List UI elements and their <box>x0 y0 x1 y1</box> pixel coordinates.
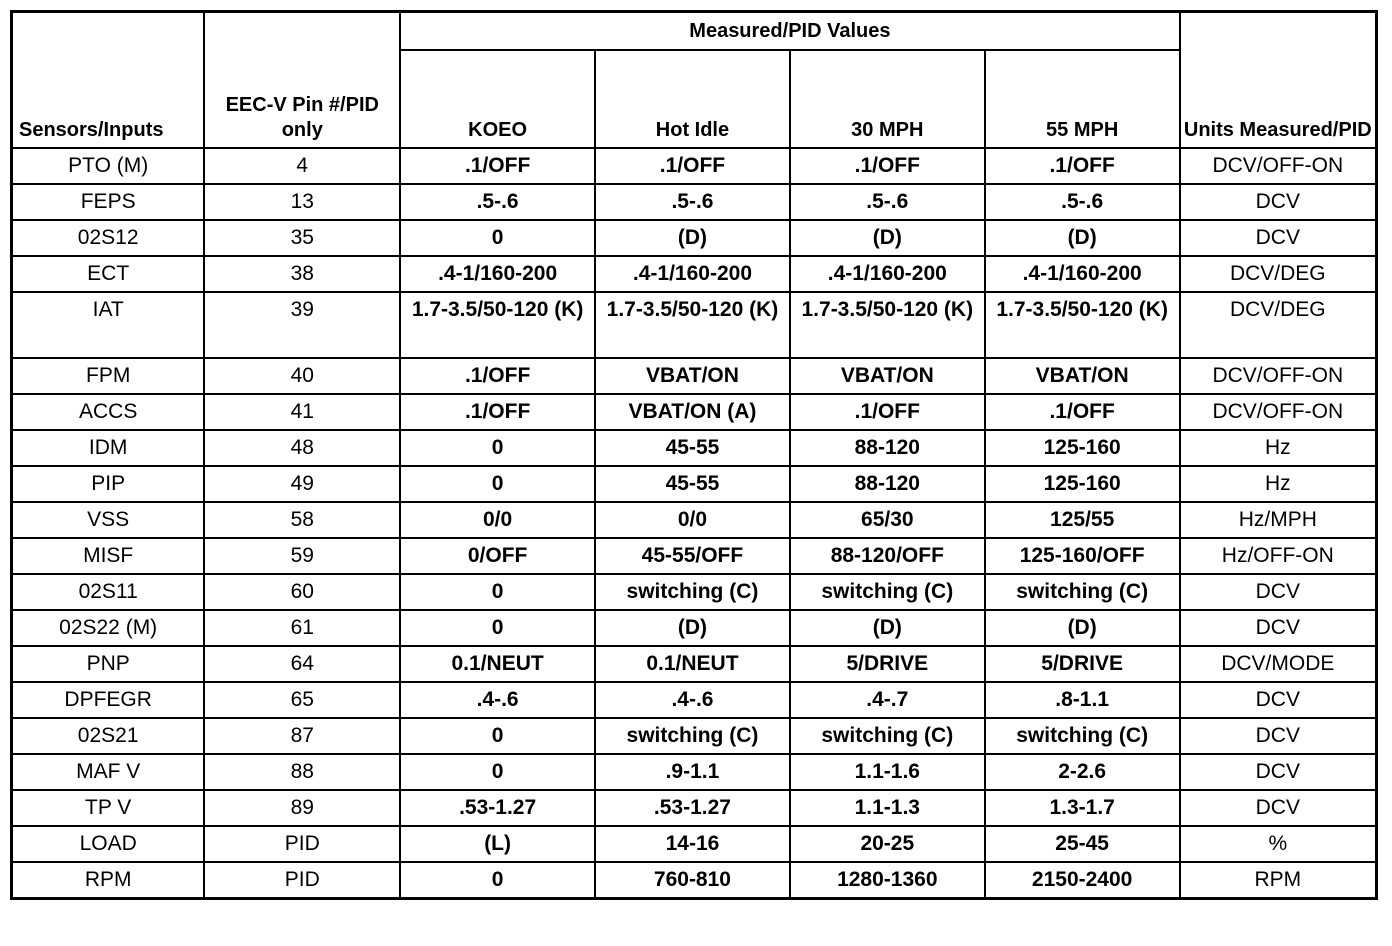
sensor-cell: 02S21 <box>12 718 205 754</box>
pin-cell: PID <box>204 826 400 862</box>
mph30-cell: .4-1/160-200 <box>790 256 985 292</box>
pin-cell: 48 <box>204 430 400 466</box>
units-cell: DCV <box>1180 790 1377 826</box>
hot-idle-cell: 1.7-3.5/50-120 (K) <box>595 292 790 358</box>
koeo-cell: 0/0 <box>400 502 595 538</box>
pin-cell: 60 <box>204 574 400 610</box>
hot-idle-cell: (D) <box>595 610 790 646</box>
mph30-cell: 88-120 <box>790 430 985 466</box>
table-body <box>12 148 1377 899</box>
units-cell: DCV <box>1180 718 1377 754</box>
header-row-group <box>12 12 1377 51</box>
header-pin: EEC-V Pin #/PID only <box>204 12 400 149</box>
units-cell: DCV <box>1180 754 1377 790</box>
header-sensors: Sensors/Inputs <box>12 12 205 149</box>
table-row <box>12 610 1377 646</box>
table-row <box>12 430 1377 466</box>
mph55-cell: .1/OFF <box>985 394 1180 430</box>
pin-cell: 41 <box>204 394 400 430</box>
sensor-cell: IAT <box>12 292 205 358</box>
sensor-cell: 02S11 <box>12 574 205 610</box>
koeo-cell: .1/OFF <box>400 358 595 394</box>
koeo-cell: 0/OFF <box>400 538 595 574</box>
hot-idle-cell: .1/OFF <box>595 148 790 184</box>
koeo-cell: .4-1/160-200 <box>400 256 595 292</box>
pin-cell: 40 <box>204 358 400 394</box>
mph30-cell: 65/30 <box>790 502 985 538</box>
table-row <box>12 862 1377 899</box>
mph30-cell: 88-120 <box>790 466 985 502</box>
pin-cell: 59 <box>204 538 400 574</box>
pin-cell: 61 <box>204 610 400 646</box>
units-cell: DCV/OFF-ON <box>1180 148 1377 184</box>
mph30-cell: 88-120/OFF <box>790 538 985 574</box>
koeo-cell: .4-.6 <box>400 682 595 718</box>
mph55-cell: .8-1.1 <box>985 682 1180 718</box>
units-cell: Hz <box>1180 430 1377 466</box>
sensor-cell: PTO (M) <box>12 148 205 184</box>
hot-idle-cell: .4-1/160-200 <box>595 256 790 292</box>
koeo-cell: 0 <box>400 220 595 256</box>
sensor-cell: ECT <box>12 256 205 292</box>
mph55-cell: 125-160 <box>985 430 1180 466</box>
mph30-cell: 1.7-3.5/50-120 (K) <box>790 292 985 358</box>
units-cell: Hz/OFF-ON <box>1180 538 1377 574</box>
mph30-cell: .1/OFF <box>790 394 985 430</box>
koeo-cell: .53-1.27 <box>400 790 595 826</box>
mph55-cell: 1.7-3.5/50-120 (K) <box>985 292 1180 358</box>
table-row <box>12 358 1377 394</box>
header-hot-idle: Hot Idle <box>595 50 790 148</box>
pin-cell: PID <box>204 862 400 899</box>
mph55-cell: 125-160 <box>985 466 1180 502</box>
mph55-cell: (D) <box>985 220 1180 256</box>
header-30mph: 30 MPH <box>790 50 985 148</box>
units-cell: DCV <box>1180 184 1377 220</box>
hot-idle-cell: VBAT/ON <box>595 358 790 394</box>
sensor-cell: IDM <box>12 430 205 466</box>
koeo-cell: .1/OFF <box>400 394 595 430</box>
units-cell: RPM <box>1180 862 1377 899</box>
hot-idle-cell: .53-1.27 <box>595 790 790 826</box>
mph30-cell: switching (C) <box>790 718 985 754</box>
mph30-cell: 1.1-1.6 <box>790 754 985 790</box>
koeo-cell: 0 <box>400 754 595 790</box>
hot-idle-cell: .4-.6 <box>595 682 790 718</box>
hot-idle-cell: .9-1.1 <box>595 754 790 790</box>
pin-cell: 87 <box>204 718 400 754</box>
sensor-cell: FEPS <box>12 184 205 220</box>
mph55-cell: .5-.6 <box>985 184 1180 220</box>
table-row <box>12 682 1377 718</box>
koeo-cell: .1/OFF <box>400 148 595 184</box>
pin-cell: 13 <box>204 184 400 220</box>
mph55-cell: switching (C) <box>985 574 1180 610</box>
units-cell: % <box>1180 826 1377 862</box>
mph30-cell: (D) <box>790 220 985 256</box>
pin-cell: 4 <box>204 148 400 184</box>
hot-idle-cell: 0/0 <box>595 502 790 538</box>
units-cell: DCV/OFF-ON <box>1180 394 1377 430</box>
koeo-cell: .5-.6 <box>400 184 595 220</box>
units-cell: DCV/MODE <box>1180 646 1377 682</box>
units-cell: Hz <box>1180 466 1377 502</box>
sensor-cell: PNP <box>12 646 205 682</box>
table-row <box>12 394 1377 430</box>
pin-cell: 88 <box>204 754 400 790</box>
mph30-cell: VBAT/ON <box>790 358 985 394</box>
mph30-cell: 1280-1360 <box>790 862 985 899</box>
mph30-cell: 1.1-1.3 <box>790 790 985 826</box>
sensor-values-table <box>10 10 1378 900</box>
koeo-cell: 0 <box>400 718 595 754</box>
hot-idle-cell: .5-.6 <box>595 184 790 220</box>
table-row <box>12 538 1377 574</box>
hot-idle-cell: 45-55 <box>595 430 790 466</box>
koeo-cell: 0 <box>400 610 595 646</box>
mph55-cell: 2150-2400 <box>985 862 1180 899</box>
mph30-cell: switching (C) <box>790 574 985 610</box>
pin-cell: 64 <box>204 646 400 682</box>
mph55-cell: switching (C) <box>985 718 1180 754</box>
table-row <box>12 646 1377 682</box>
hot-idle-cell: VBAT/ON (A) <box>595 394 790 430</box>
pin-cell: 49 <box>204 466 400 502</box>
mph30-cell: 5/DRIVE <box>790 646 985 682</box>
mph55-cell: .1/OFF <box>985 148 1180 184</box>
mph55-cell: 125-160/OFF <box>985 538 1180 574</box>
mph55-cell: .4-1/160-200 <box>985 256 1180 292</box>
mph55-cell: (D) <box>985 610 1180 646</box>
mph30-cell: .5-.6 <box>790 184 985 220</box>
header-koeo: KOEO <box>400 50 595 148</box>
mph55-cell: 125/55 <box>985 502 1180 538</box>
mph30-cell: .4-.7 <box>790 682 985 718</box>
sensor-cell: MISF <box>12 538 205 574</box>
sensor-cell: PIP <box>12 466 205 502</box>
hot-idle-cell: 45-55 <box>595 466 790 502</box>
hot-idle-cell: 0.1/NEUT <box>595 646 790 682</box>
table-row <box>12 826 1377 862</box>
sensor-cell: LOAD <box>12 826 205 862</box>
koeo-cell: 1.7-3.5/50-120 (K) <box>400 292 595 358</box>
table-row <box>12 256 1377 292</box>
sensor-cell: VSS <box>12 502 205 538</box>
koeo-cell: 0 <box>400 430 595 466</box>
units-cell: Hz/MPH <box>1180 502 1377 538</box>
sensor-cell: DPFEGR <box>12 682 205 718</box>
pin-cell: 39 <box>204 292 400 358</box>
sensor-cell: 02S22 (M) <box>12 610 205 646</box>
sensor-cell: 02S12 <box>12 220 205 256</box>
sensor-cell: MAF V <box>12 754 205 790</box>
hot-idle-cell: 760-810 <box>595 862 790 899</box>
table-header <box>12 12 1377 149</box>
pin-cell: 35 <box>204 220 400 256</box>
koeo-cell: (L) <box>400 826 595 862</box>
header-55mph: 55 MPH <box>985 50 1180 148</box>
pin-cell: 65 <box>204 682 400 718</box>
mph30-cell: 20-25 <box>790 826 985 862</box>
mph30-cell: .1/OFF <box>790 148 985 184</box>
sensor-cell: FPM <box>12 358 205 394</box>
koeo-cell: 0 <box>400 862 595 899</box>
table-row <box>12 466 1377 502</box>
table-row <box>12 292 1377 358</box>
mph55-cell: 5/DRIVE <box>985 646 1180 682</box>
units-cell: DCV/DEG <box>1180 256 1377 292</box>
units-cell: DCV <box>1180 574 1377 610</box>
hot-idle-cell: 14-16 <box>595 826 790 862</box>
table-row <box>12 502 1377 538</box>
hot-idle-cell: switching (C) <box>595 718 790 754</box>
table-row <box>12 574 1377 610</box>
sensor-cell: RPM <box>12 862 205 899</box>
hot-idle-cell: switching (C) <box>595 574 790 610</box>
table-row <box>12 754 1377 790</box>
table-row <box>12 220 1377 256</box>
table-row <box>12 184 1377 220</box>
mph30-cell: (D) <box>790 610 985 646</box>
mph55-cell: 25-45 <box>985 826 1180 862</box>
hot-idle-cell: (D) <box>595 220 790 256</box>
units-cell: DCV <box>1180 682 1377 718</box>
koeo-cell: 0 <box>400 574 595 610</box>
header-measured-values: Measured/PID Values <box>400 12 1179 51</box>
pin-cell: 89 <box>204 790 400 826</box>
sensor-cell: TP V <box>12 790 205 826</box>
koeo-cell: 0 <box>400 466 595 502</box>
table-row <box>12 148 1377 184</box>
pin-cell: 58 <box>204 502 400 538</box>
mph55-cell: 1.3-1.7 <box>985 790 1180 826</box>
header-units: Units Measured/PID <box>1180 12 1377 149</box>
hot-idle-cell: 45-55/OFF <box>595 538 790 574</box>
mph55-cell: VBAT/ON <box>985 358 1180 394</box>
table-row <box>12 790 1377 826</box>
units-cell: DCV/DEG <box>1180 292 1377 358</box>
units-cell: DCV <box>1180 610 1377 646</box>
table-row <box>12 718 1377 754</box>
units-cell: DCV/OFF-ON <box>1180 358 1377 394</box>
pin-cell: 38 <box>204 256 400 292</box>
mph55-cell: 2-2.6 <box>985 754 1180 790</box>
sensor-cell: ACCS <box>12 394 205 430</box>
units-cell: DCV <box>1180 220 1377 256</box>
koeo-cell: 0.1/NEUT <box>400 646 595 682</box>
